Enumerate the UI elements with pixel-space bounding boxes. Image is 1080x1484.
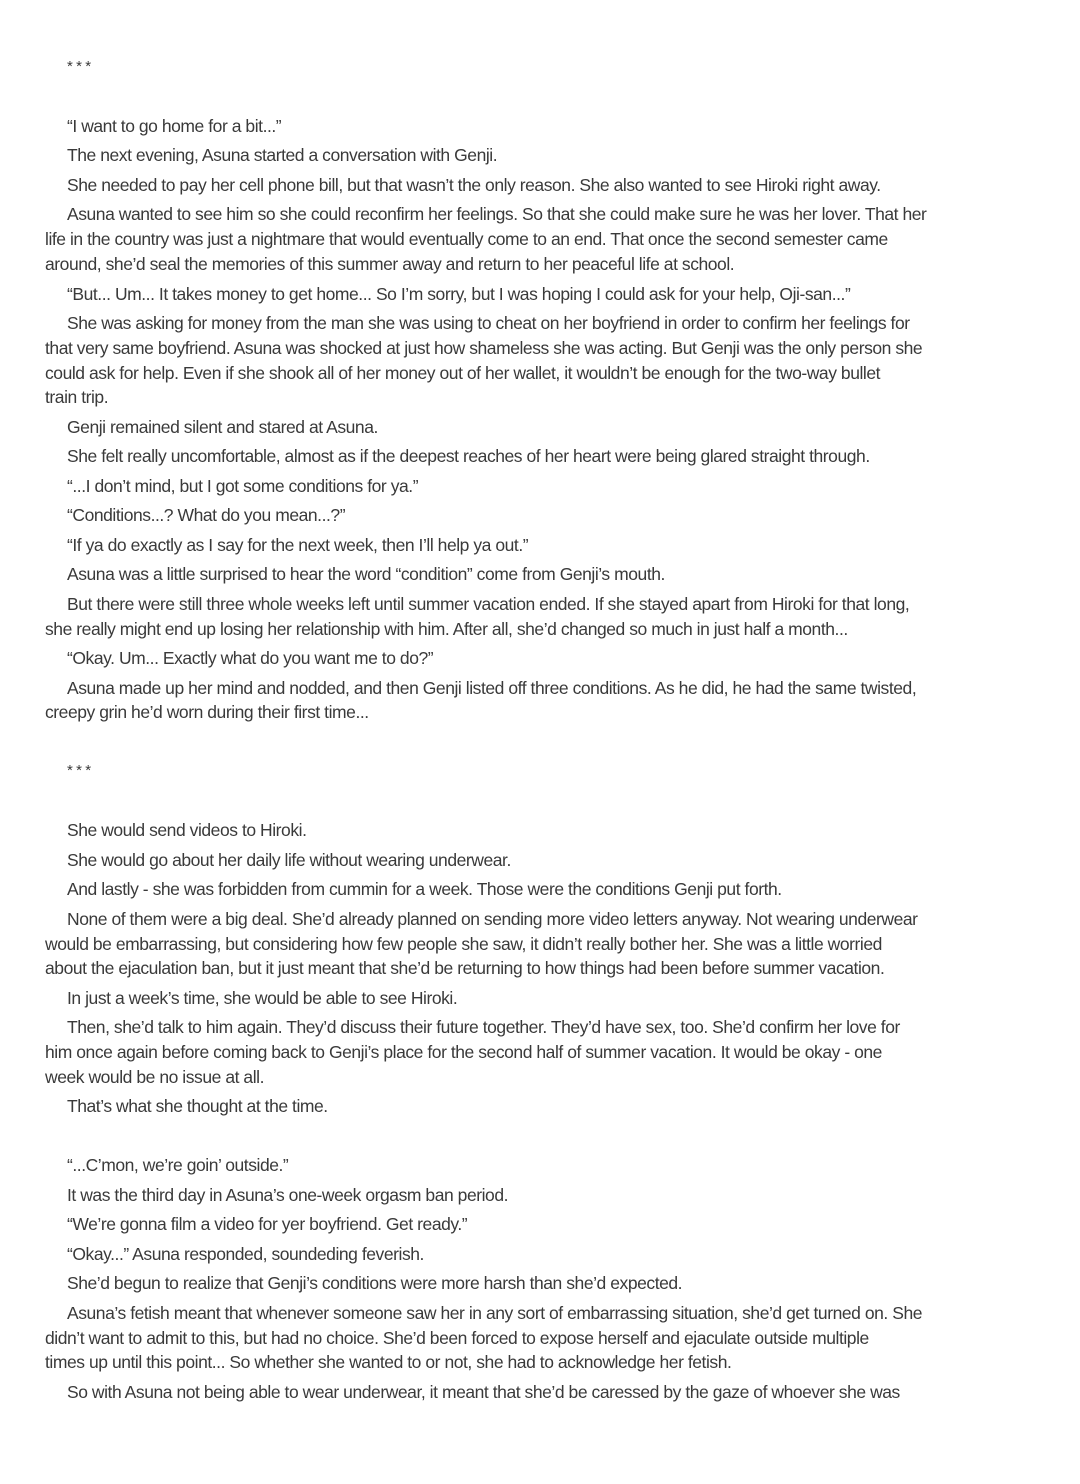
text-line: life in the country was just a nightmare that would eventually come to an end. That once the second semester came xyxy=(45,229,888,250)
paragraph xyxy=(45,1015,1045,1089)
paragraph xyxy=(45,877,1045,902)
text-line: week would be no issue at all. xyxy=(45,1066,264,1087)
text-line: times up until this point... So whether she wanted to or not, she had to acknowledge her fetish. xyxy=(45,1352,732,1373)
text-line: she really might end up losing her relationship with him. After all, she’d changed so much in just half a month... xyxy=(45,618,848,639)
text-line: “...I don’t mind, but I got some conditions for ya.” xyxy=(67,475,419,496)
text-line: could ask for help. Even if she shook all of her money out of her wallet, it wouldn’t be enough for the two-way bullet xyxy=(45,362,881,383)
paragraph xyxy=(45,474,1045,499)
text-line: “I want to go home for a bit...” xyxy=(67,115,282,136)
paragraph xyxy=(45,646,1045,671)
paragraph xyxy=(45,311,1045,410)
text-line: “Conditions...? What do you mean...?” xyxy=(67,505,346,526)
paragraph xyxy=(45,1153,1045,1178)
text-line: It was the third day in Asuna’s one-week orgasm ban period. xyxy=(67,1184,509,1205)
text-line: She would send videos to Hiroki. xyxy=(67,820,307,841)
text-line: around, she’d seal the memories of this summer away and return to her peaceful life at school. xyxy=(45,254,735,275)
paragraph xyxy=(45,173,1045,198)
paragraph xyxy=(45,114,1045,139)
text-line: She would go about her daily life without wearing underwear. xyxy=(67,849,511,870)
paragraph xyxy=(45,1094,1045,1119)
text-line: Then, she’d talk to him again. They’d discuss their future together. They’d have sex, too. She’d confirm her love for xyxy=(67,1017,900,1038)
paragraph xyxy=(45,202,1045,276)
text-line: “If ya do exactly as I say for the next week, then I’ll help ya out.” xyxy=(67,534,529,555)
text-line: In just a week’s time, she would be able to see Hiroki. xyxy=(67,987,458,1008)
paragraph xyxy=(45,592,1045,642)
text-line: So with Asuna not being able to wear underwear, it meant that she’d be caressed by the gaze of whoever she was xyxy=(67,1381,900,1402)
paragraph xyxy=(45,1380,1045,1405)
paragraph xyxy=(45,907,1045,981)
text-line: She’d begun to realize that Genji’s conditions were more harsh than she’d expected. xyxy=(67,1273,683,1294)
text-line: The next evening, Asuna started a conversation with Genji. xyxy=(67,145,498,166)
text-line: Asuna made up her mind and nodded, and then Genji listed off three conditions. As he did, he had the same twisted, xyxy=(67,677,917,698)
paragraph xyxy=(45,676,1045,726)
paragraph xyxy=(45,1301,1045,1375)
text-line: Asuna’s fetish meant that whenever someone saw her in any sort of embarrassing situation, she’d get turned on. She xyxy=(67,1302,923,1323)
paragraph xyxy=(45,444,1045,469)
paragraph xyxy=(45,282,1045,307)
paragraph xyxy=(45,1271,1045,1296)
paragraph xyxy=(45,533,1045,558)
blank-line xyxy=(45,789,1045,814)
scene-separator xyxy=(45,55,1045,80)
text-line: Genji remained silent and stared at Asuna. xyxy=(67,416,378,437)
text-line: “We’re gonna film a video for yer boyfriend. Get ready.” xyxy=(67,1214,468,1235)
paragraph xyxy=(45,986,1045,1011)
text-line: didn’t want to admit to this, but had no choice. She’d been forced to expose herself and ejaculate outside multiple xyxy=(45,1327,869,1348)
text-line: Asuna was a little surprised to hear the word “condition” come from Genji’s mouth. xyxy=(67,564,665,585)
document-page xyxy=(45,55,1045,1409)
blank-line xyxy=(45,1124,1045,1149)
scene-separator xyxy=(45,759,1045,784)
blank-line xyxy=(45,84,1045,109)
paragraph xyxy=(45,562,1045,587)
text-line: train trip. xyxy=(45,387,109,408)
text-line: And lastly - she was forbidden from cummin for a week. Those were the conditions Genji put forth. xyxy=(67,879,782,900)
paragraph xyxy=(45,1212,1045,1237)
text-line: None of them were a big deal. She’d already planned on sending more video letters anyway. Not wearing underwear xyxy=(67,908,918,929)
text-line: She was asking for money from the man she was using to cheat on her boyfriend in order to confirm her feelings for xyxy=(67,312,910,333)
paragraph xyxy=(45,415,1045,440)
text-line: Asuna wanted to see him so she could reconfirm her feelings. So that she could make sure he was her lover. That her xyxy=(67,204,927,225)
text-line: * * * xyxy=(67,58,91,75)
paragraph xyxy=(45,143,1045,168)
paragraph xyxy=(45,1183,1045,1208)
text-line: about the ejaculation ban, but it just meant that she’d be returning to how things had been before summer vacation. xyxy=(45,958,885,979)
paragraph xyxy=(45,818,1045,843)
blank-line xyxy=(45,730,1045,755)
text-line: She needed to pay her cell phone bill, but that wasn’t the only reason. She also wanted to see Hiroki right away. xyxy=(67,174,881,195)
text-line: creepy grin he’d worn during their first time... xyxy=(45,702,369,723)
text-line: * * * xyxy=(67,762,91,780)
text-line: him once again before coming back to Genji’s place for the second half of summer vacation. It would be okay - one xyxy=(45,1042,882,1063)
text-line: “Okay. Um... Exactly what do you want me to do?” xyxy=(67,648,434,669)
text-line: “...C’mon, we’re goin’ outside.” xyxy=(67,1155,289,1176)
text-line: “Okay...” Asuna responded, soundeding feverish. xyxy=(67,1243,424,1264)
paragraph xyxy=(45,1242,1045,1267)
text-line: She felt really uncomfortable, almost as if the deepest reaches of her heart were being glared straight through. xyxy=(67,446,870,467)
text-line: But there were still three whole weeks left until summer vacation ended. If she stayed apart from Hiroki for that long, xyxy=(67,593,910,614)
paragraph xyxy=(45,848,1045,873)
text-line: That’s what she thought at the time. xyxy=(67,1096,328,1117)
text-line: that very same boyfriend. Asuna was shocked at just how shameless she was acting. But Genji was the only person she xyxy=(45,337,923,358)
text-line: “But... Um... It takes money to get home... So I’m sorry, but I was hoping I could ask for your help, Oji-san...” xyxy=(67,283,851,304)
paragraph xyxy=(45,503,1045,528)
text-line: would be embarrassing, but considering how few people she saw, it didn’t really bother her. She was a little worried xyxy=(45,933,882,954)
